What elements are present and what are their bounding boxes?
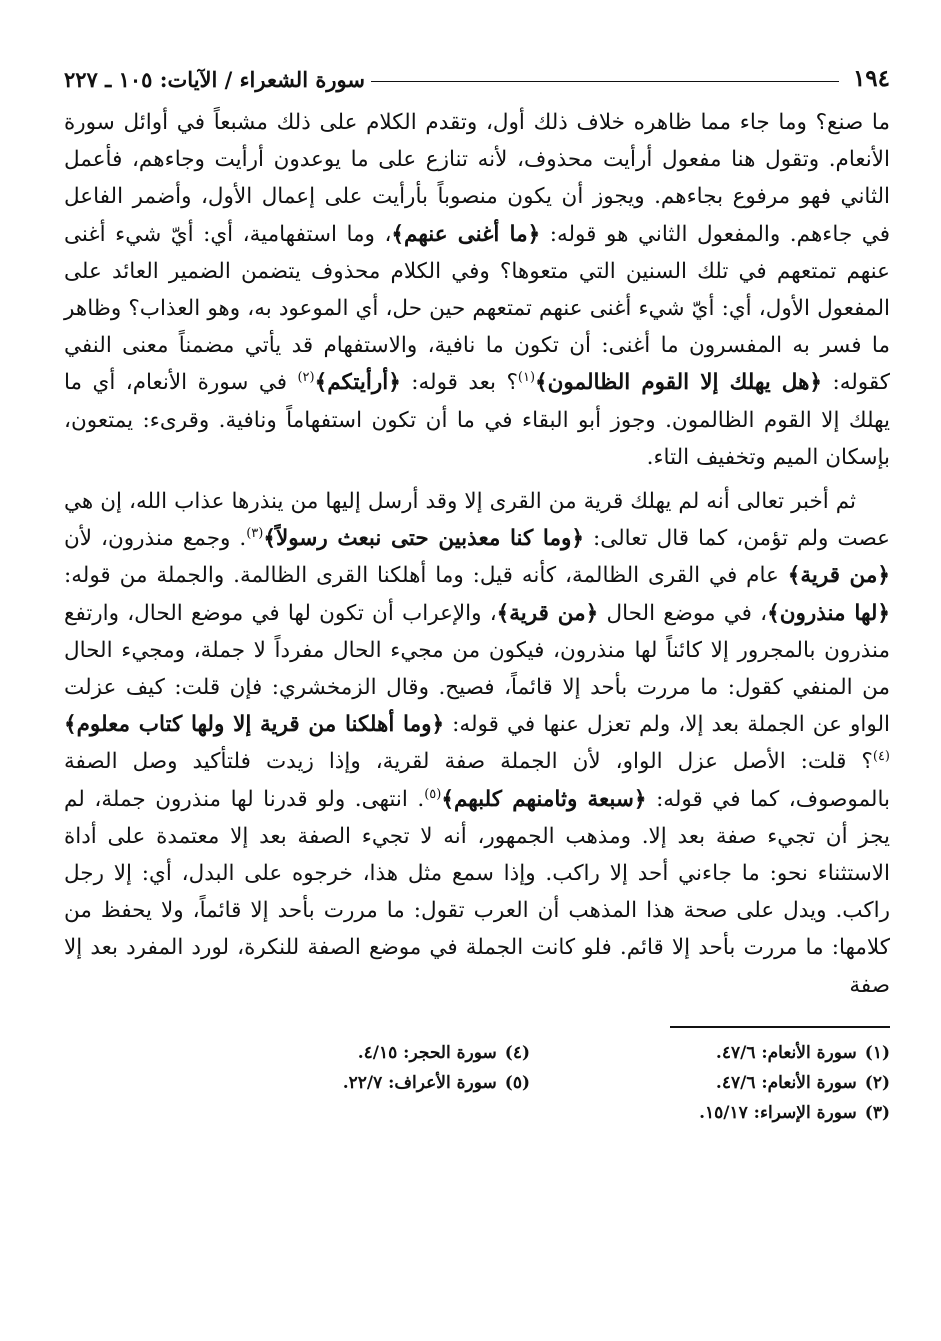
quran-quote: ﴿من قرية﴾ [496, 600, 599, 626]
footnote-divider [670, 1026, 890, 1028]
text-segment: عام في القرى الظالمة، كأنه قيل: وما أهلكنا القرى الظالمة. والجملة من قوله: [64, 563, 788, 589]
footnote-text: سورة الإسراء: ١٥/١٧. [699, 1102, 857, 1123]
quran-quote: ﴿وما كنا معذبين حتى نبعث رسولاً﴾ [263, 526, 584, 552]
footnote-reference: (٤) [872, 749, 890, 765]
quran-quote: ﴿لها منذرون﴾ [767, 600, 891, 626]
paragraph [64, 483, 890, 1004]
footnote-text: سورة الأنعام: ٤٧/٦. [715, 1042, 857, 1063]
footnotes [64, 1038, 890, 1128]
footnote-item [170, 1068, 530, 1098]
text-segment: ، في موضع الحال [598, 600, 768, 626]
footnote-item [530, 1098, 890, 1128]
text-segment: ما صنع؟ وما جاء مما ظاهره خلاف ذلك أول، وتقدم الكلام على ذلك مشبعاً في أوائل سورة الأنعام. وتقول هنا مفعول أرأيت محذوف، لأنه تنازع على ما يوعدون أرأيت وجاءهم، فأعمل الثاني فهو مرفوع بجاءهم. ويجوز أن يكون منصوباً بأرأيت على إعمال الأول، وأضمر الفاعل في جاءهم. والمفعول الثاني هو قوله: [64, 110, 890, 247]
footnote-item [530, 1038, 890, 1068]
text-segment: ، والإعراب أن تكون لها في موضع الحال، وارتفع منذرون بالمجرور إلا كائناً لها منذرون، فيكون من مجيء الحال مفرداً لا جملة، ومجيء الحال من المنفي كقول: ما مررت بأحد إلا قائماً، فصيح. وقال الزمخشري: فإن قلت: كيف عزلت الواو عن الجملة بعد إلا، ولم تعزل عنها في قوله: [64, 600, 890, 738]
text-segment: ، وما استفهامية، أي: أيّ شيء أغنى عنهم تمتعهم في تلك السنين التي متعوها؟ وفي الكلام محذوف يتضمن الضمير العائد على المفعول الأول، أي: أيّ شيء أغنى عنهم تمتعهم حين حل، أي الموعود به، وهو العذاب؟ وظاهر ما فسر به المفسرون ما أغنى: أن تكون ما نافية، والاستفهام قد يأتي مضمناً معنى النفي كقوله: [64, 221, 891, 396]
footnote-number: (٤) [504, 1042, 530, 1063]
footnote-item [170, 1038, 530, 1068]
footnote-text: سورة الأنعام: ٤٧/٦. [715, 1072, 857, 1093]
quran-quote: ﴿ما أغنى عنهم﴾ [391, 221, 541, 247]
paragraph [64, 104, 890, 476]
running-header [64, 58, 890, 92]
quran-quote: ﴿هل يهلك إلا القوم الظالمون﴾ [535, 370, 823, 396]
chapter-title: سورة الشعراء / الآيات: ١٠٥ ـ ٢٢٧ [64, 67, 365, 92]
text-segment: ؟ قلت: الأصل عزل الواو، لأن الجملة صفة لقرية، وإذا زيدت فلتأكيد وصل الصفة بالموصوف، كما في قوله: [64, 749, 890, 812]
footnote-number: (٢) [864, 1072, 890, 1093]
text-segment: ؟ بعد قوله: [400, 370, 518, 396]
text-segment: في سورة الأنعام، أي ما يهلك إلا القوم الظالمون. وجوز أبو البقاء في ما أن تكون استفهاماً ونافية. وقرىء: يمتعون، بإسكان الميم وتخفيف التاء. [64, 370, 890, 470]
page-number: ١٩٤ [852, 65, 890, 92]
footnote-item [530, 1068, 890, 1098]
footnote-number: (٥) [504, 1072, 530, 1093]
book-page [64, 58, 890, 1128]
footnote-text: سورة الأعراف: ٢٢/٧. [342, 1072, 497, 1093]
footnotes-left-column [170, 1038, 530, 1128]
footnote-text: سورة الحجر: ٤/١٥. [357, 1042, 497, 1063]
body-text [64, 104, 890, 1004]
text-segment: ثم أخبر تعالى أنه لم يهلك قرية من القرى إلا وقد أرسل إليها من ينذرها عذاب الله، إن هي عصت ولم تؤمن، كما قال تعالى: [64, 489, 890, 552]
footnote-reference: (٢) [297, 370, 315, 386]
text-segment: . وجمع منذرون، لأن [64, 526, 247, 552]
footnote-reference: (١) [517, 370, 536, 386]
footnote-number: (١) [864, 1042, 890, 1063]
quran-quote: ﴿من قرية﴾ [787, 563, 890, 589]
text-segment: . انتهى. ولو قدرنا لها منذرون جملة، لم يجز أن تجيء صفة بعد إلا. ومذهب الجمهور، أنه لا تجيء الصفة بعد إلا معتمدة على أداة الاستثناء نحو: ما جاءني أحد إلا راكب. وإذا سمع مثل هذا، خرجوه على البدل، أي: إلا رجل راكب. ويدل على صحة هذا المذهب أن العرب تقول: ما مررت بأحد إلا قائماً، ولا يحفظ من كلامها: ما مررت بأحد إلا قائم. فلو كانت الجملة في موضع الصفة للنكرة، لورد المفرد بعد إلا صفة [64, 786, 890, 998]
quran-quote: ﴿وما أهلكنا من قرية إلا ولها كتاب معلوم﴾ [64, 712, 445, 738]
footnote-number: (٣) [864, 1102, 890, 1123]
quran-quote: ﴿أرأيتكم﴾ [314, 370, 401, 396]
header-rule [371, 81, 839, 82]
footnote-reference: (٣) [246, 526, 264, 542]
quran-quote: ﴿سبعة وثامنهم كلبهم﴾ [441, 786, 647, 812]
footnotes-right-column [530, 1038, 890, 1128]
footnote-reference: (٥) [424, 786, 442, 802]
